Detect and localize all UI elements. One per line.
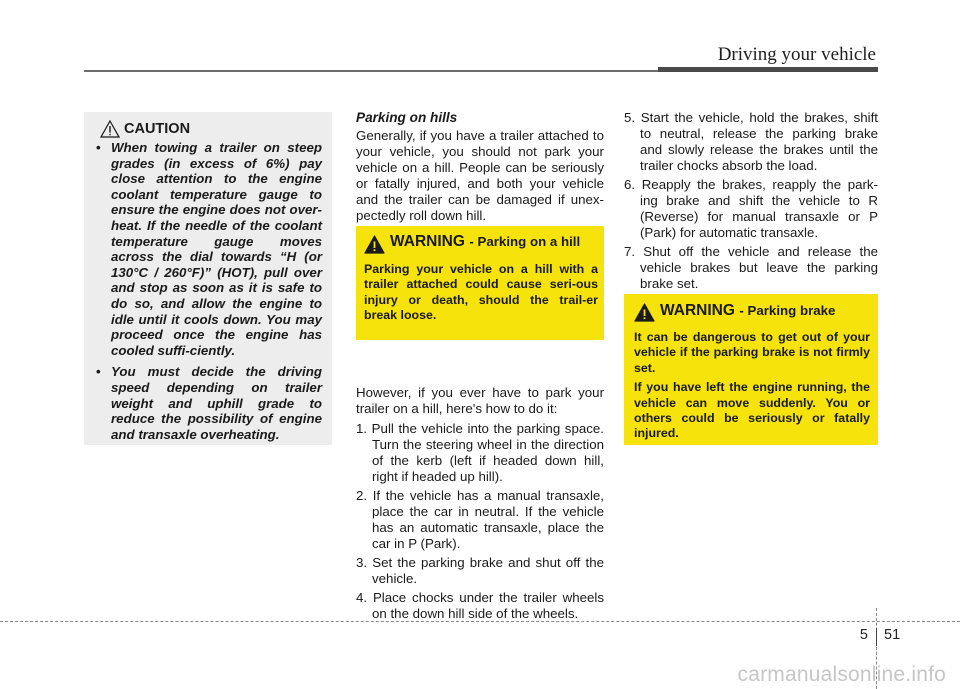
warning-parking-hill-box — [356, 226, 604, 340]
page-number-divider — [876, 628, 877, 646]
step-item: 7. Shut off the vehicle and release the vehicle brakes but leave the parking brake set. — [624, 244, 878, 291]
step-item: 2. If the vehicle has a manual transaxle, place the car in neutral. If the vehicle has an automatic transaxle, place the car in P (Park). — [356, 488, 604, 551]
caution-triangle-icon — [100, 120, 120, 138]
step-item: 5. Start the vehicle, hold the brakes, shift to neutral, release the parking brake and slowly release the brakes until the trailer chocks absorb the load. — [624, 110, 878, 173]
warning-body: If you have left the engine running, the vehicle can move suddenly. You or others could be seriously or fatally injured. — [634, 380, 870, 441]
section-lead: However, if you ever have to park your trailer on a hill, here's how to do it: — [356, 385, 604, 416]
step-item: 6. Reapply the brakes, reapply the park-ing brake and shift the vehicle to R (Reverse) for manual transaxle or P (Park) for automatic transaxle. — [624, 177, 878, 240]
steps-list — [356, 421, 604, 622]
warning-body: It can be dangerous to get out of your vehicle if the parking brake is not firmly set. — [634, 330, 870, 375]
warning-triangle-icon — [634, 303, 655, 327]
chapter-number: 5 — [859, 627, 868, 643]
step-item: 3. Set the parking brake and shut off the vehicle. — [356, 555, 604, 586]
caution-list — [96, 140, 322, 442]
warning-word: WARNING — [390, 233, 465, 250]
caution-item: • You must decide the driving speed depending on trailer weight and uphill grade to reduce the possibility of engine and transaxle overheating. — [96, 364, 322, 442]
page-number: 51 — [884, 627, 901, 643]
warning-heading — [634, 302, 870, 327]
parking-steps-part-1 — [356, 385, 604, 625]
warning-heading — [364, 234, 598, 259]
caution-item: • When towing a trailer on steep grades (in excess of 6%) pay close attention to the engine coolant temperature gauge to ensure the engine does not over-heat. If the needle of the coolant temperature gauge moves across the dial towards “H (or 130°C / 260°F)” (HOT), pull over and stop as soon as it is safe to do so, and allow the engine to idle until it cools down. You may proceed once the engine has cooled suffi-ciently. — [96, 140, 322, 358]
caution-heading — [100, 120, 322, 138]
parking-steps-part-2 — [624, 110, 878, 295]
caution-box — [84, 112, 332, 445]
warning-subtitle: - Parking on a hill — [469, 234, 581, 249]
section-intro: Generally, if you have a trailer attached to your vehicle, you should not park your vehicle on a hill. People can be seriously or fatally injured, and both your vehicle and the trailer can be damaged if unex-pectedly roll down hill. — [356, 128, 604, 223]
step-item: 1. Pull the vehicle into the parking space. Turn the steering wheel in the direction of the kerb (left if headed down hill, right if headed up hill). — [356, 421, 604, 484]
warning-triangle-icon — [364, 235, 385, 259]
section-title: Parking on hills — [356, 110, 458, 125]
parking-on-hills-section — [356, 110, 604, 224]
steps-list-continued — [624, 110, 878, 292]
warning-subtitle: - Parking brake — [739, 303, 836, 318]
footer-rule — [0, 621, 960, 622]
header-rule-accent — [658, 67, 878, 72]
watermark: carmanualsonline.info — [737, 663, 946, 686]
warning-parking-brake-box — [624, 294, 878, 445]
step-item: 4. Place chocks under the trailer wheels on the down hill side of the wheels. — [356, 590, 604, 621]
header-title: Driving your vehicle — [717, 44, 876, 65]
caution-title: CAUTION — [124, 121, 191, 137]
warning-body: Parking your vehicle on a hill with a trailer attached could cause seri-ous injury or death, should the trail-er break loose. — [364, 262, 598, 323]
warning-word: WARNING — [660, 302, 735, 319]
